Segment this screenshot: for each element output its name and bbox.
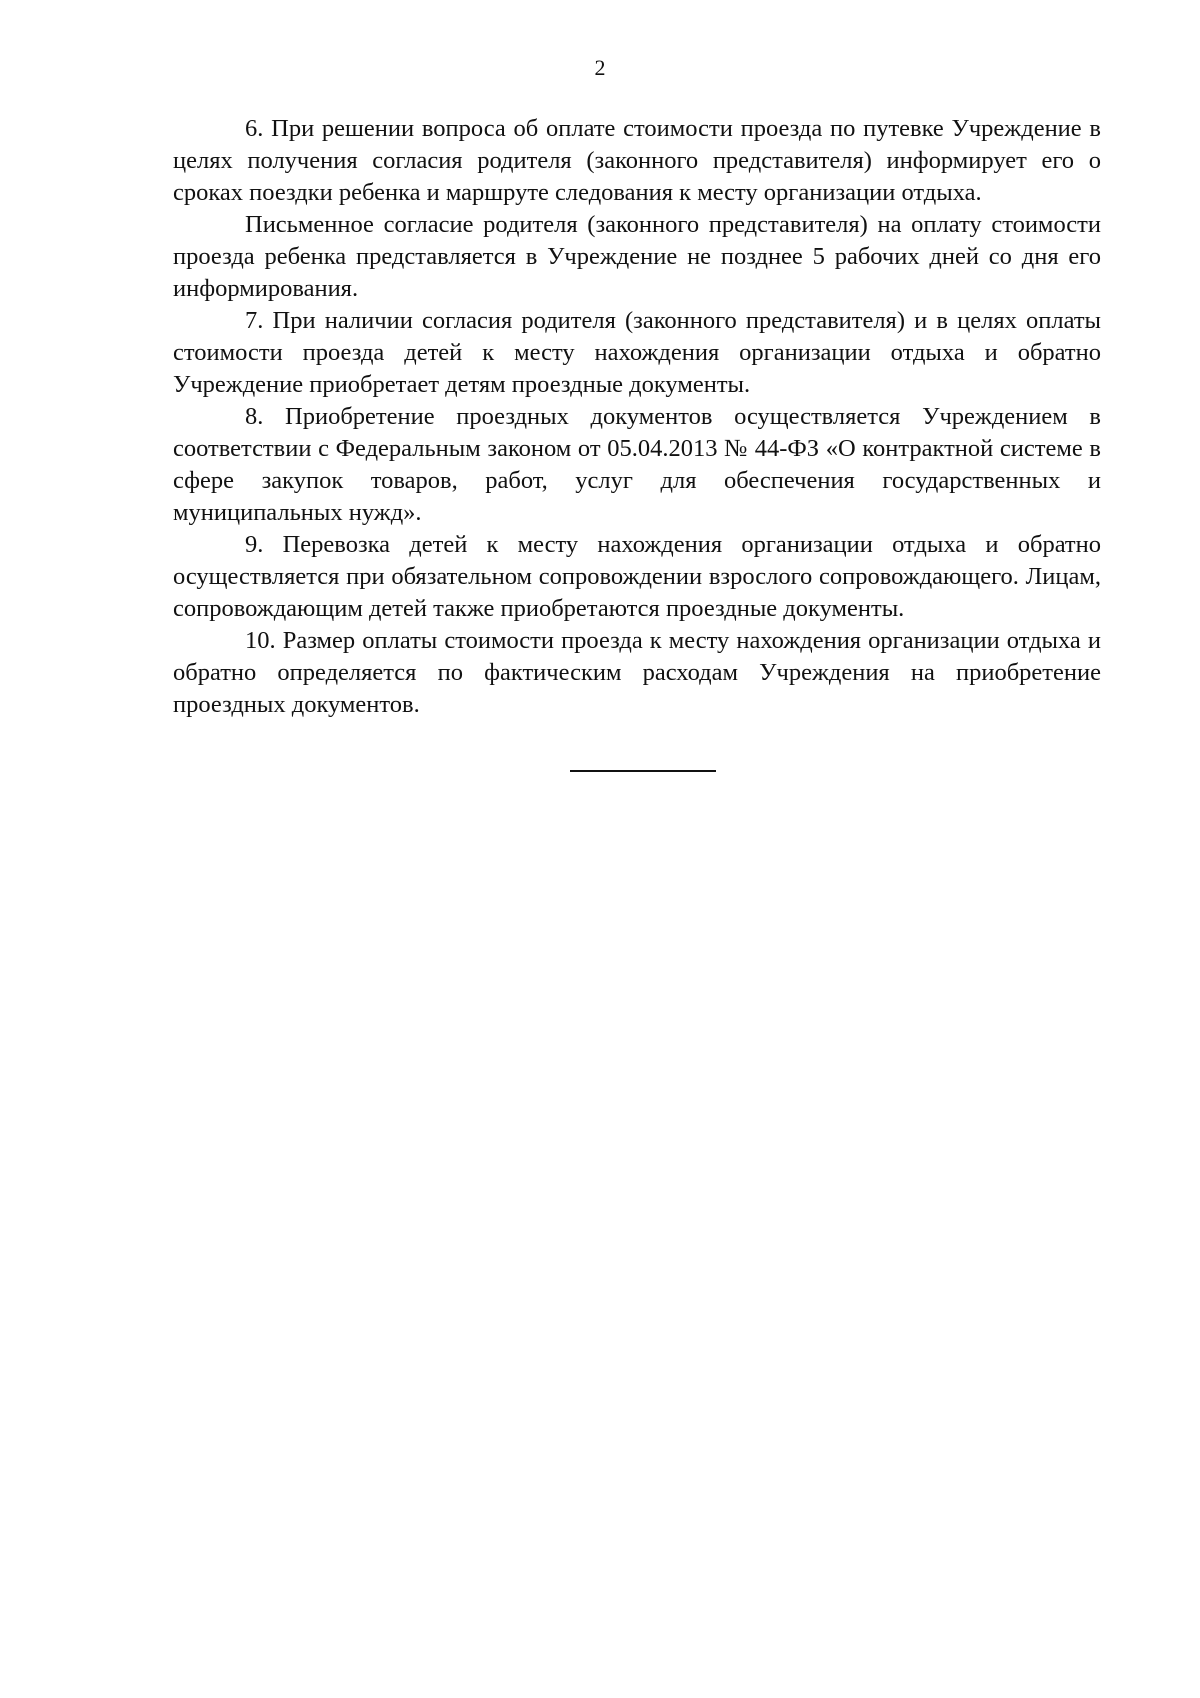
paragraph-9: 9. Перевозка детей к месту нахождения организации отдыха и обратно осуществляется при обязательном сопровождении взрослого сопровождающего. Лицам, сопровождающим детей также приобретаются проездные документы.	[173, 531, 1101, 622]
paragraph-6-consent: Письменное согласие родителя (законного представителя) на оплату стоимости проезда ребенка представляется в Учреждение не позднее 5 рабочих дней со дня его информирования.	[173, 211, 1101, 302]
paragraph-7: 7. При наличии согласия родителя (законного представителя) и в целях оплаты стоимости проезда детей к месту нахождения организации отдыха и обратно Учреждение приобретает детям проездные документы.	[173, 307, 1101, 398]
document-body	[173, 113, 1101, 721]
end-of-document-rule	[570, 770, 716, 772]
paragraph-10: 10. Размер оплаты стоимости проезда к месту нахождения организации отдыха и обратно определяется по фактическим расходам Учреждения на приобретение проездных документов.	[173, 627, 1101, 718]
page-number: 2	[594, 55, 606, 80]
paragraph-8: 8. Приобретение проездных документов осуществляется Учреждением в соответствии с Федеральным законом от 05.04.2013 № 44-ФЗ «О контрактной системе в сфере закупок товаров, работ, услуг для обеспечения государственных и муниципальных нужд».	[173, 403, 1101, 526]
paragraph-6: 6. При решении вопроса об оплате стоимости проезда по путевке Учреждение в целях получения согласия родителя (законного представителя) информирует его о сроках поездки ребенка и маршруте следования к месту организации отдыха.	[173, 115, 1101, 206]
